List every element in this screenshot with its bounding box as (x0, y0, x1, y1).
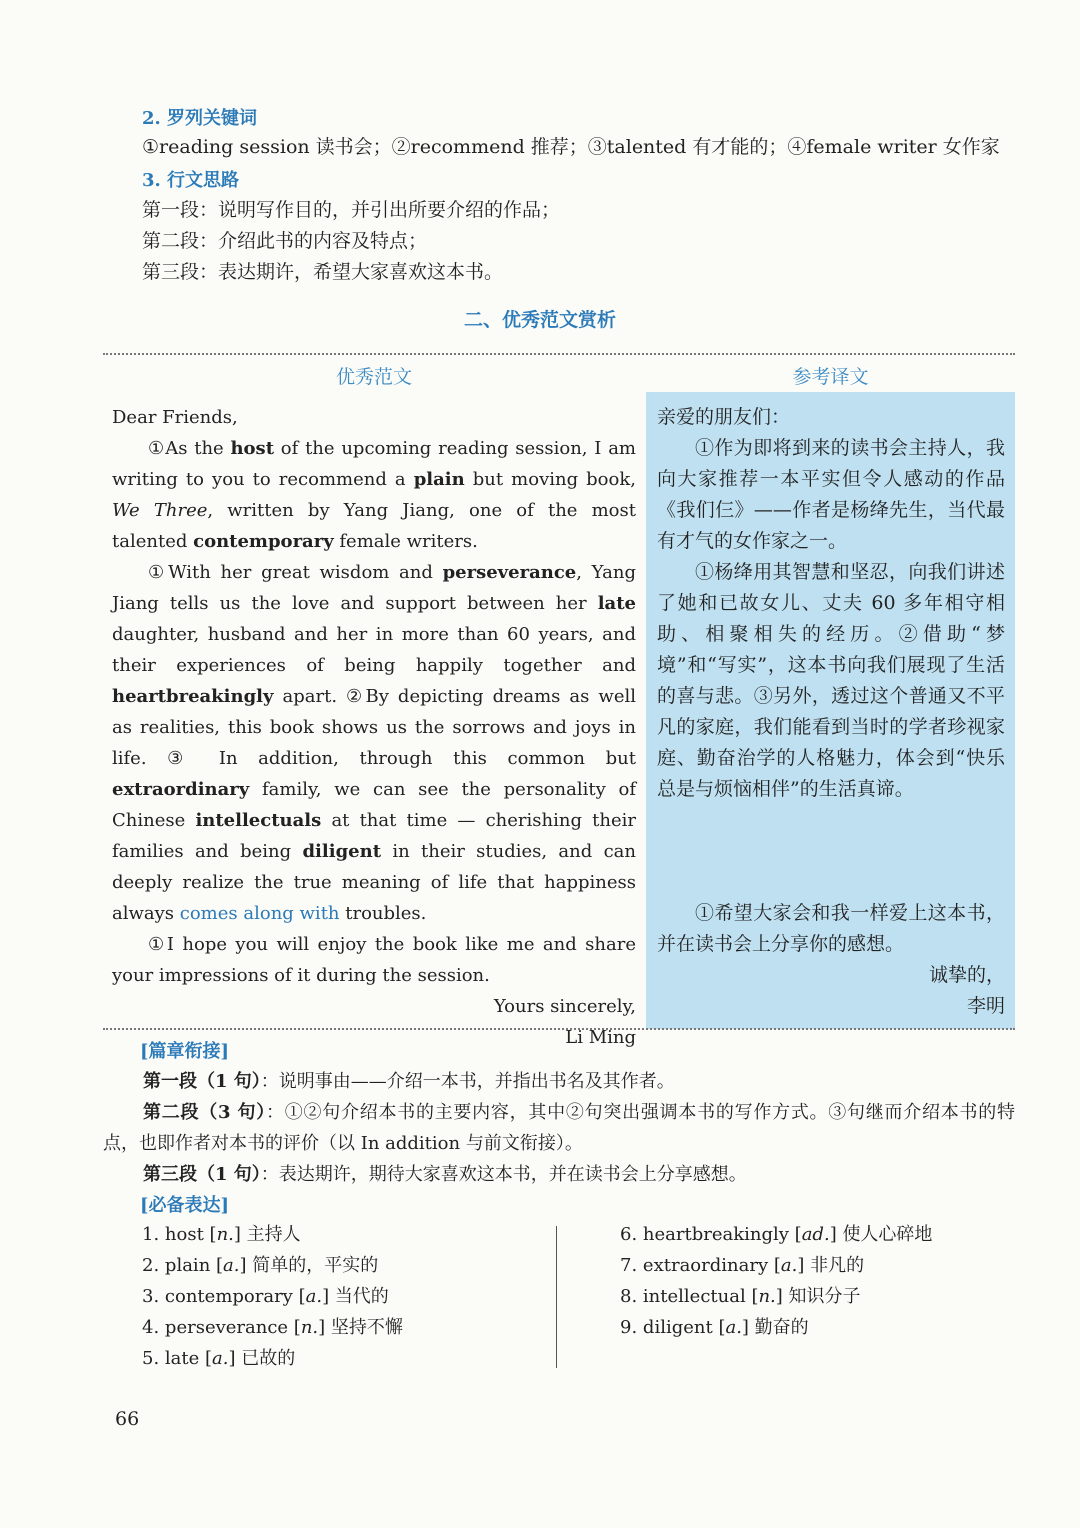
translation-paragraph-3: ①希望大家会和我一样爱上这本书，并在读书会上分享你的感想。 (657, 902, 1005, 955)
essay-closing: Yours sincerely, (493, 996, 636, 1017)
vocab-item: 6. heartbreakingly [ad.] 使人心碎地 (620, 1224, 933, 1245)
section-title: 二、优秀范文赏析 (463, 309, 616, 331)
essay-paragraph-2: ①With her great wisdom and perseverance, Yang Jiang tells us the love and support between her late daughter, husband and her in more than 60 years, and their experiences of being happily together and heartbreakingly apart. ②By depicting dreams as well as realities, this book shows us the sorrows and joys in life. ③ In addition, through this common but extraordinary family, we can see the personality of Chinese intellectuals at that time — cherishing their families and being diligent in their studies, and can deeply realize the true meaning of life that happiness always comes along with troubles. (112, 562, 636, 924)
essay-greeting: Dear Friends, (112, 407, 238, 428)
translation-paragraph-2: ①杨绛用其智慧和坚忍，向我们讲述了她和已故女儿、丈夫 60 多年相守相助、相聚相失的经历。②借助“梦境”和“写实”，这本书向我们展现了生活的喜与悲。③另外，透过这个普通又不平凡的家庭，我们能看到当时的学者珍视家庭、勤奋治学的人格魅力，体会到“快乐总是与烦恼相伴”的生活真谛。 (657, 561, 1005, 800)
translation-signature: 李明 (966, 995, 1005, 1017)
vocab-item: 2. plain [a.] 简单的，平实的 (142, 1255, 379, 1276)
analysis-heading: [篇章衔接] (140, 1041, 230, 1062)
top-divider (103, 353, 1015, 355)
analysis-item-2: 第二段（3 句）：①②句介绍本书的主要内容，其中②句突出强调本书的写作方式。③句继而介绍本书的特点，也即作者对本书的评价（以 In addition 与前文衔接）。 (103, 1102, 1015, 1154)
vocab-item: 8. intellectual [n.] 知识分子 (620, 1286, 861, 1307)
essay-signature: Li Ming (565, 1027, 636, 1048)
vocab-item: 7. extraordinary [a.] 非凡的 (620, 1255, 865, 1276)
structure-line-3: 第三段：表达期许，希望大家喜欢这本书。 (142, 261, 504, 283)
translation-greeting: 亲爱的朋友们： (657, 406, 791, 428)
structure-line-2: 第二段：介绍此书的内容及特点； (142, 230, 428, 252)
bottom-divider (103, 1028, 1015, 1030)
vocab-item: 9. diligent [a.] 勤奋的 (620, 1317, 809, 1338)
translation-paragraph-1: ①作为即将到来的读书会主持人，我向大家推荐一本平实但令人感动的作品《我们仨》——作者是杨绛先生，当代最有才气的女作家之一。 (657, 437, 1005, 552)
essay-header: 优秀范文 (335, 366, 412, 388)
page-number: 66 (115, 1408, 140, 1430)
essay-paragraph-1: ①As the host of the upcoming reading session, I am writing to you to recommend a plain but moving book, We Three, written by Yang Jiang, one of the most talented contemporary female writers. (112, 438, 636, 552)
analysis-items (103, 1066, 1015, 1190)
translation-closing: 诚挚的， (928, 964, 1005, 986)
translation-header: 参考译文 (792, 366, 869, 388)
vocab-item: 1. host [n.] 主持人 (142, 1224, 301, 1245)
analysis-item-1: 第一段（1 句）：说明事由——介绍一本书，并指出书名及其作者。 (143, 1071, 675, 1092)
vocabulary-left-column (142, 1219, 403, 1374)
keywords-heading: 2. 罗列关键词 (142, 108, 258, 129)
vocab-item: 4. perseverance [n.] 坚持不懈 (142, 1317, 403, 1338)
structure-line-1: 第一段：说明写作目的，并引出所要介绍的作品； (142, 199, 561, 221)
translation-text (657, 402, 1005, 1022)
vocab-item: 5. late [a.] 已故的 (142, 1348, 296, 1369)
model-essay (112, 402, 636, 1053)
analysis-item-3: 第三段（1 句）：表达期许，期待大家喜欢这本书，并在读书会上分享感想。 (143, 1164, 747, 1185)
vocabulary-divider (556, 1226, 557, 1368)
keywords-line: ①reading session 读书会；②recommend 推荐；③talented 有才能的；④female writer 女作家 (142, 136, 1000, 158)
vocab-item: 3. contemporary [a.] 当代的 (142, 1286, 389, 1307)
vocabulary-right-column (620, 1219, 932, 1343)
essay-paragraph-3: ①I hope you will enjoy the book like me and share your impressions of it during the session. (112, 934, 636, 986)
vocabulary-heading: [必备表达] (140, 1195, 230, 1216)
structure-heading: 3. 行文思路 (142, 170, 240, 191)
